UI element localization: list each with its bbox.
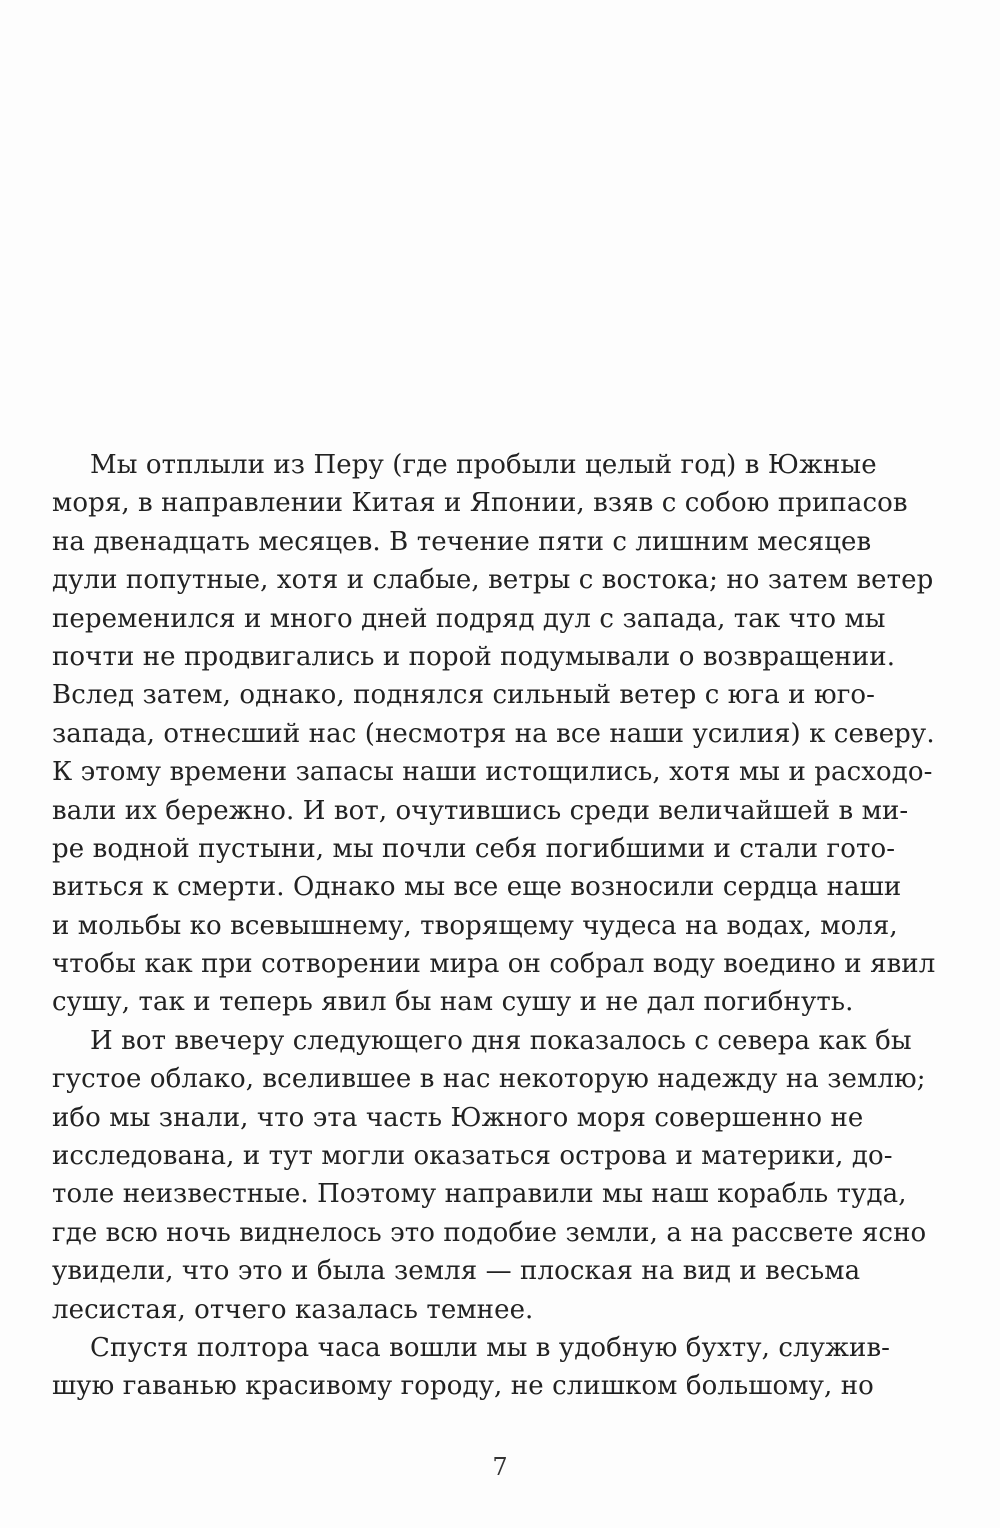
text-line: ре водной пустыни, мы почли себя погибшими и стали гото- [52, 833, 896, 864]
text-line: вали их бережно. И вот, очутившись среди величайшей в ми- [52, 795, 909, 826]
text-line: чтобы как при сотворении мира он собрал воду воедино и явил [52, 949, 936, 980]
text-line: Мы отплыли из Перу (где пробыли целый год) в Южные [90, 450, 877, 480]
text-line: ибо мы знали, что эта часть Южного моря совершенно не [52, 1102, 864, 1133]
text-line: шую гаванью красивому городу, не слишком большому, но [52, 1371, 874, 1402]
text-line: дули попутные, хотя и слабые, ветры с востока; но затем ветер [52, 565, 934, 596]
text-line: запада, отнесший нас (несмотря на все наши усилия) к северу. [52, 718, 935, 749]
text-line: на двенадцать месяцев. В течение пяти с лишним месяцев [52, 526, 872, 557]
text-line: где всю ночь виднелось это подобие земли, а на рассвете ясно [52, 1217, 927, 1248]
page-number: 7 [492, 1453, 508, 1481]
text-line: Вслед затем, однако, поднялся сильный ветер с юга и юго- [52, 680, 876, 711]
text-line: толе неизвестные. Поэтому направили мы наш корабль туда, [52, 1179, 907, 1210]
text-line: лесистая, отчего казалась темнее. [52, 1294, 534, 1325]
body-text [52, 446, 936, 1406]
text-line: И вот ввечеру следующего дня показалось с севера как бы [90, 1025, 912, 1056]
text-line: исследована, и тут могли оказаться острова и материки, до- [52, 1141, 893, 1172]
text-line: К этому времени запасы наши истощились, хотя мы и расходо- [52, 757, 933, 788]
text-line: переменился и много дней подряд дул с запада, так что мы [52, 603, 886, 634]
text-line: Спустя полтора часа вошли мы в удобную бухту, служив- [90, 1332, 891, 1363]
text-line: увидели, что это и была земля — плоская на вид и весьма [52, 1256, 861, 1287]
text-line: густое облако, вселившее в нас некоторую надежду на землю; [52, 1064, 926, 1095]
text-line: почти не продвигались и порой подумывали о возвращении. [52, 641, 896, 672]
text-line: виться к смерти. Однако мы все еще возносили сердца наши [52, 872, 902, 903]
text-line: моря, в направлении Китая и Японии, взяв с собою припасов [52, 488, 908, 519]
text-line: и мольбы ко всевышнему, творящему чудеса на водах, моля, [52, 910, 898, 941]
text-line: сушу, так и теперь явил бы нам сушу и не дал погибнуть. [52, 987, 854, 1018]
